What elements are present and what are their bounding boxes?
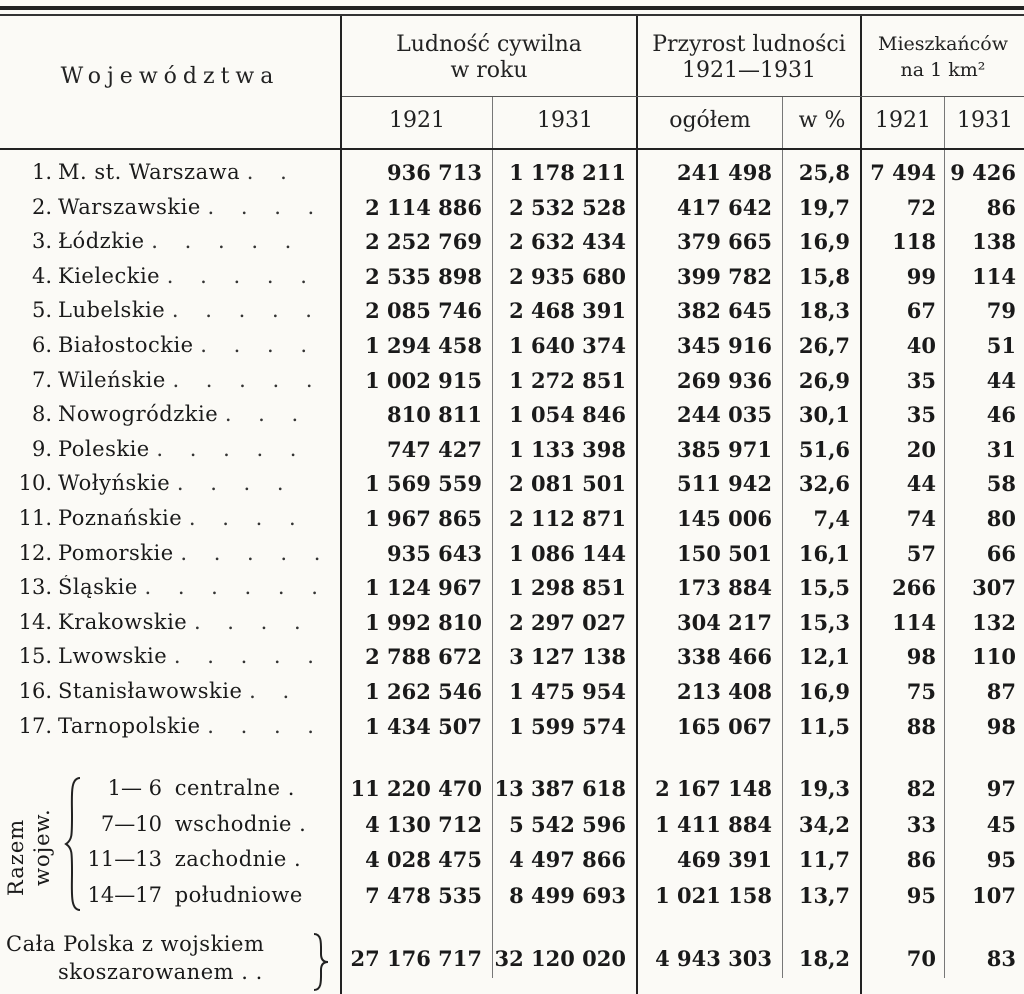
row-cell-p1931: 3 127 138	[509, 644, 626, 669]
razem-cell-p1921: 7 478 535	[365, 883, 482, 908]
total-cell-d1921: 70	[906, 946, 936, 971]
row-cell-p1921: 2 535 898	[365, 264, 482, 289]
row-cell-d1921: 35	[906, 402, 936, 427]
header-mieszk-line1: Mieszkańców	[878, 33, 1008, 55]
row-cell-ogolem: 165 067	[677, 714, 772, 739]
top-rule-thick	[0, 6, 1024, 10]
row-cell-ogolem: 173 884	[677, 575, 772, 600]
row-region-name: Łódzkie	[58, 229, 145, 253]
header-wojewodztwa: Województwa	[60, 64, 280, 89]
divider-density	[944, 96, 945, 978]
row-cell-d1931: 110	[972, 644, 1016, 669]
divider-after-population	[636, 16, 638, 994]
row-cell-p1921: 935 643	[387, 541, 482, 566]
razem-cell-ogolem: 2 167 148	[655, 776, 772, 801]
row-cell-proc: 7,4	[813, 506, 850, 531]
row-cell-p1921: 810 811	[387, 402, 482, 427]
row-cell-p1931: 1 178 211	[509, 160, 626, 185]
row-cell-d1921: 67	[906, 298, 936, 323]
row-label	[0, 679, 330, 703]
total-cell-d1931: 83	[986, 946, 1016, 971]
row-cell-ogolem: 213 408	[677, 679, 772, 704]
row-cell-ogolem: 145 006	[677, 506, 772, 531]
row-region-name: Stanisławowskie	[58, 679, 243, 703]
row-number: 7.	[31, 368, 52, 392]
row-cell-p1931: 2 112 871	[509, 506, 626, 531]
row-dots: . . . .	[200, 333, 318, 357]
total-label-line1: Cała Polska z wojskiem	[6, 932, 265, 956]
total-cell-ogolem: 4 943 303	[655, 946, 772, 971]
row-cell-ogolem: 385 971	[677, 437, 772, 462]
row-cell-proc: 19,7	[798, 195, 850, 220]
header-year-1921: 1921	[389, 108, 445, 133]
row-label	[0, 160, 330, 184]
header-przyrost-line2: 1921—1931	[682, 58, 816, 83]
row-cell-proc: 30,1	[798, 402, 850, 427]
row-cell-p1931: 2 081 501	[509, 471, 626, 496]
row-cell-d1921: 98	[906, 644, 936, 669]
row-cell-proc: 25,8	[798, 160, 850, 185]
row-cell-p1931: 1 054 846	[509, 402, 626, 427]
row-cell-p1931: 2 935 680	[509, 264, 626, 289]
row-number: 11.	[18, 506, 52, 530]
row-number: 3.	[31, 229, 52, 253]
row-cell-d1931: 307	[972, 575, 1016, 600]
row-cell-proc: 11,5	[798, 714, 850, 739]
row-number: 10.	[18, 471, 52, 495]
razem-cell-ogolem: 469 391	[677, 847, 772, 872]
razem-cell-d1921: 86	[906, 847, 936, 872]
row-cell-proc: 18,3	[798, 298, 850, 323]
row-cell-ogolem: 417 642	[677, 195, 772, 220]
row-cell-ogolem: 304 217	[677, 610, 772, 635]
row-cell-d1931: 31	[986, 437, 1016, 462]
row-cell-p1931: 1 640 374	[509, 333, 626, 358]
row-cell-d1921: 7 494	[870, 160, 936, 185]
razem-cell-ogolem: 1 411 884	[655, 812, 772, 837]
row-label	[0, 333, 330, 357]
row-cell-d1931: 114	[972, 264, 1016, 289]
total-label-line2: skoszarowanem . .	[58, 960, 263, 984]
row-number: 15.	[18, 644, 52, 668]
row-cell-p1921: 1 294 458	[365, 333, 482, 358]
razem-cell-proc: 11,7	[798, 847, 850, 872]
row-cell-d1921: 40	[906, 333, 936, 358]
row-cell-proc: 16,9	[798, 229, 850, 254]
row-cell-p1921: 1 992 810	[365, 610, 482, 635]
header-przyrost-line1: Przyrost ludności	[652, 32, 846, 57]
razem-cell-p1931: 8 499 693	[509, 883, 626, 908]
row-label	[0, 471, 330, 495]
row-number: 9.	[31, 437, 52, 461]
razem-cell-d1921: 33	[906, 812, 936, 837]
row-cell-ogolem: 382 645	[677, 298, 772, 323]
total-brace	[312, 932, 330, 992]
row-cell-proc: 15,3	[798, 610, 850, 635]
row-cell-ogolem: 345 916	[677, 333, 772, 358]
razem-region: centralne .	[174, 776, 295, 800]
row-number: 6.	[31, 333, 52, 357]
row-number: 8.	[31, 402, 52, 426]
row-cell-ogolem: 399 782	[677, 264, 772, 289]
row-cell-p1931: 1 133 398	[509, 437, 626, 462]
razem-cell-p1931: 5 542 596	[509, 812, 626, 837]
razem-cell-d1931: 95	[986, 847, 1016, 872]
row-label	[0, 437, 330, 461]
razem-label	[4, 786, 60, 906]
razem-cell-p1921: 4 130 712	[365, 812, 482, 837]
row-dots: . . . . .	[173, 644, 324, 668]
row-cell-ogolem: 511 942	[677, 471, 772, 496]
row-label	[0, 506, 330, 530]
row-cell-d1931: 58	[986, 471, 1016, 496]
row-cell-d1931: 98	[986, 714, 1016, 739]
razem-cell-p1921: 4 028 475	[365, 847, 482, 872]
row-dots: . . . . .	[156, 437, 307, 461]
razem-row-label	[84, 847, 334, 871]
row-cell-d1921: 72	[906, 195, 936, 220]
row-number: 17.	[18, 714, 52, 738]
row-cell-p1921: 2 252 769	[365, 229, 482, 254]
row-cell-p1931: 1 272 851	[509, 368, 626, 393]
row-cell-p1931: 1 475 954	[509, 679, 626, 704]
row-label	[0, 402, 330, 426]
row-cell-d1931: 86	[986, 195, 1016, 220]
row-cell-d1931: 66	[986, 541, 1016, 566]
razem-cell-p1921: 11 220 470	[350, 776, 482, 801]
row-label	[0, 714, 330, 738]
row-region-name: Warszawskie	[58, 195, 201, 219]
row-cell-p1931: 1 086 144	[509, 541, 626, 566]
row-region-name: Wołyńskie	[58, 471, 171, 495]
row-region-name: Lubelskie	[58, 298, 166, 322]
row-cell-proc: 16,9	[798, 679, 850, 704]
row-region-name: Poznańskie	[58, 506, 183, 530]
razem-cell-proc: 19,3	[798, 776, 850, 801]
row-cell-d1921: 44	[906, 471, 936, 496]
row-dots: . . . . .	[151, 229, 302, 253]
row-region-name: Białostockie	[58, 333, 194, 357]
row-cell-d1931: 87	[986, 679, 1016, 704]
razem-cell-d1921: 95	[906, 883, 936, 908]
row-dots: . . . . .	[166, 264, 317, 288]
row-cell-ogolem: 338 466	[677, 644, 772, 669]
row-cell-p1931: 1 599 574	[509, 714, 626, 739]
row-cell-d1931: 80	[986, 506, 1016, 531]
row-number: 4.	[31, 264, 52, 288]
row-cell-p1921: 1 434 507	[365, 714, 482, 739]
row-cell-proc: 12,1	[798, 644, 850, 669]
row-cell-d1931: 132	[972, 610, 1016, 635]
total-cell-p1931: 32 120 020	[494, 946, 626, 971]
razem-cell-d1921: 82	[906, 776, 936, 801]
row-cell-p1931: 2 532 528	[509, 195, 626, 220]
row-region-name: Nowogródzkie	[58, 402, 219, 426]
razem-cell-p1931: 4 497 866	[509, 847, 626, 872]
row-label	[0, 575, 330, 599]
row-label	[0, 368, 330, 392]
row-cell-d1921: 35	[906, 368, 936, 393]
header-ludnosc-line2: w roku	[450, 58, 528, 83]
row-cell-d1921: 75	[906, 679, 936, 704]
row-number: 14.	[18, 610, 52, 634]
row-label	[0, 195, 330, 219]
row-cell-ogolem: 379 665	[677, 229, 772, 254]
row-cell-d1931: 79	[986, 298, 1016, 323]
row-dots: . . . . .	[171, 298, 322, 322]
divider-1921-1931	[492, 96, 493, 978]
header-mieszk-line2: na 1 km²	[900, 59, 986, 81]
razem-cell-proc: 13,7	[798, 883, 850, 908]
header-density-1921: 1921	[875, 108, 931, 133]
row-cell-ogolem: 244 035	[677, 402, 772, 427]
top-rule-thin	[0, 14, 1024, 16]
row-cell-proc: 32,6	[798, 471, 850, 496]
row-cell-d1921: 88	[906, 714, 936, 739]
total-cell-proc: 18,2	[798, 946, 850, 971]
row-cell-p1921: 1 262 546	[365, 679, 482, 704]
razem-row-label	[84, 883, 334, 907]
row-cell-p1921: 2 788 672	[365, 644, 482, 669]
razem-cell-proc: 34,2	[798, 812, 850, 837]
row-region-name: Poleskie	[58, 437, 150, 461]
razem-region: południowe	[174, 883, 303, 907]
row-region-name: Lwowskie	[58, 644, 168, 668]
row-number: 12.	[18, 541, 52, 565]
row-cell-d1921: 57	[906, 541, 936, 566]
row-cell-d1931: 9 426	[950, 160, 1016, 185]
row-cell-p1931: 2 468 391	[509, 298, 626, 323]
row-cell-d1931: 138	[972, 229, 1016, 254]
row-cell-p1921: 1 124 967	[365, 575, 482, 600]
row-dots: . . . .	[193, 610, 311, 634]
razem-row-label	[84, 776, 334, 800]
row-dots: . .	[249, 679, 300, 703]
row-cell-p1921: 936 713	[387, 160, 482, 185]
row-number: 1.	[31, 160, 52, 184]
row-cell-d1921: 99	[906, 264, 936, 289]
row-cell-p1931: 2 297 027	[509, 610, 626, 635]
total-cell-p1921: 27 176 717	[350, 946, 482, 971]
row-cell-d1921: 20	[906, 437, 936, 462]
divider-after-names	[340, 16, 342, 994]
row-cell-p1931: 2 632 434	[509, 229, 626, 254]
row-region-name: Śląskie	[58, 575, 138, 599]
divider-after-growth	[860, 16, 862, 994]
razem-range: 1— 6	[107, 776, 162, 800]
row-cell-proc: 15,8	[798, 264, 850, 289]
razem-cell-d1931: 97	[986, 776, 1016, 801]
razem-brace	[64, 776, 82, 912]
row-cell-d1931: 51	[986, 333, 1016, 358]
divider-ogolem-proc	[782, 96, 783, 978]
row-cell-d1921: 74	[906, 506, 936, 531]
row-cell-d1931: 46	[986, 402, 1016, 427]
row-label	[0, 541, 330, 565]
razem-range: 14—17	[87, 883, 162, 907]
row-cell-p1921: 1 002 915	[365, 368, 482, 393]
row-cell-p1921: 747 427	[387, 437, 482, 462]
row-number: 2.	[31, 195, 52, 219]
row-cell-p1921: 2 114 886	[365, 195, 482, 220]
header-bottom-rule	[0, 148, 1024, 150]
razem-region: zachodnie .	[174, 847, 302, 871]
row-dots: . . . .	[188, 506, 306, 530]
row-region-name: Wileńskie	[58, 368, 166, 392]
row-cell-d1921: 266	[892, 575, 936, 600]
razem-region: wschodnie .	[174, 812, 307, 836]
row-dots: . . . . .	[172, 368, 323, 392]
row-dots: . . .	[224, 402, 309, 426]
row-number: 13.	[18, 575, 52, 599]
razem-label-line2: wojew.	[30, 808, 54, 886]
header-w-proc: w %	[798, 108, 846, 133]
row-label	[0, 644, 330, 668]
row-cell-proc: 26,9	[798, 368, 850, 393]
header-ogolem: ogółem	[669, 108, 751, 133]
row-region-name: M. st. Warszawa	[58, 160, 241, 184]
row-cell-d1931: 44	[986, 368, 1016, 393]
row-cell-ogolem: 241 498	[677, 160, 772, 185]
row-cell-p1931: 1 298 851	[509, 575, 626, 600]
row-region-name: Pomorskie	[58, 541, 174, 565]
razem-range: 7—10	[100, 812, 162, 836]
row-dots: . . . . .	[180, 541, 330, 565]
row-dots: . . . .	[207, 195, 325, 219]
razem-label-line1: Razem	[4, 818, 28, 896]
row-cell-p1921: 1 569 559	[365, 471, 482, 496]
row-label	[0, 264, 330, 288]
row-dots: . . . . . .	[144, 575, 328, 599]
row-cell-ogolem: 269 936	[677, 368, 772, 393]
row-cell-proc: 15,5	[798, 575, 850, 600]
row-cell-proc: 51,6	[798, 437, 850, 462]
razem-row-label	[84, 812, 334, 836]
row-cell-ogolem: 150 501	[677, 541, 772, 566]
row-cell-proc: 26,7	[798, 333, 850, 358]
row-cell-proc: 16,1	[798, 541, 850, 566]
row-dots: . .	[246, 160, 297, 184]
razem-cell-p1931: 13 387 618	[494, 776, 626, 801]
row-cell-p1921: 1 967 865	[365, 506, 482, 531]
razem-cell-d1931: 107	[972, 883, 1016, 908]
row-number: 5.	[31, 298, 52, 322]
row-region-name: Kieleckie	[58, 264, 161, 288]
header-subrule	[342, 96, 1024, 97]
row-cell-d1921: 118	[892, 229, 936, 254]
header-ludnosc-line1: Ludność cywilna	[396, 32, 582, 57]
razem-cell-ogolem: 1 021 158	[655, 883, 772, 908]
row-region-name: Tarnopolskie	[58, 714, 201, 738]
row-dots: . . . .	[176, 471, 294, 495]
row-label	[0, 298, 330, 322]
razem-range: 11—13	[87, 847, 162, 871]
row-label	[0, 610, 330, 634]
header-year-1931: 1931	[537, 108, 593, 133]
razem-cell-d1931: 45	[986, 812, 1016, 837]
row-number: 16.	[18, 679, 52, 703]
row-label	[0, 229, 330, 253]
row-cell-p1921: 2 085 746	[365, 298, 482, 323]
row-dots: . . . .	[207, 714, 324, 738]
row-cell-d1921: 114	[892, 610, 936, 635]
row-region-name: Krakowskie	[58, 610, 188, 634]
header-density-1931: 1931	[957, 108, 1013, 133]
